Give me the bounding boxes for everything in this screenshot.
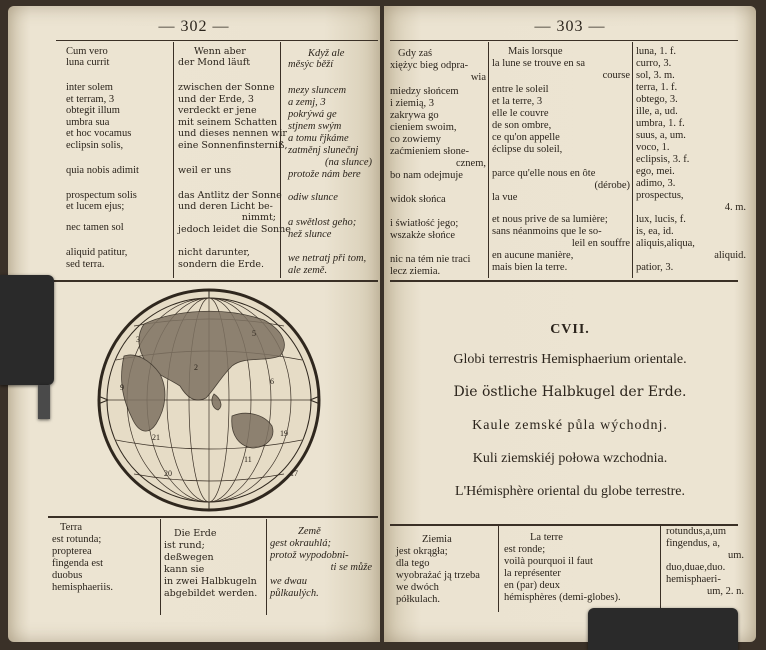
heading-czech: Kaule zemské půla wýchodnj.: [472, 418, 668, 433]
polish-line: miedzy słońcem: [390, 86, 459, 97]
latin-line: est rotunda;: [52, 534, 102, 545]
polish-line: nic na tém nie traci: [390, 254, 471, 265]
column-divider: [498, 526, 499, 612]
latin-line: et lucem ejus;: [66, 201, 125, 212]
vocab-line: um.: [727, 550, 744, 561]
german-line: Wenn aber: [194, 46, 246, 57]
map-number: 11: [244, 455, 252, 464]
polish-line: jest okrągła;: [396, 546, 448, 557]
polish-line: we dwóch: [396, 582, 439, 593]
german-line: und deren Licht be-: [178, 201, 273, 212]
german-line: weil er uns: [178, 165, 232, 176]
header-rule: [390, 40, 738, 41]
section-rule: [390, 280, 738, 282]
vocab-line: aliquis,aliqua,: [636, 238, 695, 249]
german-line: sondern die Erde.: [178, 259, 265, 270]
vocab-line: aliquid.: [714, 250, 746, 261]
german-line: nicht darunter,: [178, 247, 250, 258]
czech-line: gest okrauhlá;: [270, 538, 331, 549]
vocab-line: is, ea, id.: [636, 226, 674, 237]
polish-line: widok słońca: [390, 194, 446, 205]
vocab-line: ego, mei.: [636, 166, 675, 177]
vocab-line: umbra, 1. f.: [636, 118, 685, 129]
lesson-number: CVII.: [550, 322, 590, 337]
vocab-line: luna, 1. f.: [636, 46, 676, 57]
column-divider: [173, 42, 174, 278]
vocab-line: hemisphaeri-: [666, 574, 721, 585]
german-line: jedoch leidet die Sonne: [178, 224, 291, 235]
vocab-line: obtego, 3.: [636, 94, 678, 105]
french-line: de son ombre,: [492, 120, 552, 131]
french-line: et nous prive de sa lumière;: [492, 214, 608, 225]
french-line: course: [602, 70, 630, 81]
left-page: [8, 6, 380, 642]
column-divider: [160, 519, 161, 615]
page-number: — 303 —: [534, 18, 606, 35]
czech-line: we dwau: [270, 576, 308, 587]
heading-latin: Globi terrestris Hemisphaerium orientale.: [453, 352, 687, 367]
map-number: 19: [280, 429, 288, 438]
polish-line: i światłość jego;: [390, 218, 459, 229]
polish-line: Gdy zaś: [398, 48, 433, 59]
german-line: in zwei Halbkugeln: [164, 576, 257, 587]
french-line: (dérobe): [594, 180, 630, 191]
latin-line: prospectum solis: [66, 190, 137, 201]
column-divider: [266, 519, 267, 615]
heading-german: Die östliche Halbkugel der Erde.: [453, 384, 687, 400]
polish-line: cieniem swoim,: [390, 122, 457, 133]
czech-line: zatměnj slunečnj: [288, 145, 359, 156]
czech-line: a swětlost geho;: [288, 217, 357, 228]
french-line: mais bien la terre.: [492, 262, 568, 273]
vocab-line: eclipsis, 3. f.: [636, 154, 690, 165]
vocab-line: duo,duae,duo.: [666, 562, 726, 573]
german-line: abgebildet werden.: [164, 588, 258, 599]
czech-line: a zemj, 3: [288, 97, 326, 108]
latin-line: luna currit: [66, 57, 110, 68]
german-line: Die Erde: [174, 528, 217, 539]
german-line: verdeckt er jene: [178, 105, 257, 116]
latin-line: propterea: [52, 546, 92, 557]
french-line: ce qu'on appelle: [492, 132, 560, 143]
latin-line: nec tamen sol: [66, 222, 124, 233]
german-line: das Antlitz der Sonne: [178, 190, 282, 201]
czech-line: (na slunce): [325, 157, 372, 168]
polish-line: dla tego: [396, 558, 430, 569]
latin-line: obtegit illum: [66, 105, 120, 116]
czech-line: mezy sluncem: [288, 85, 347, 96]
polish-line: cznem,: [455, 158, 486, 169]
latin-line: Cum vero: [66, 46, 108, 57]
map-number: 17: [290, 469, 298, 478]
vocab-line: adimo, 3.: [636, 178, 676, 189]
czech-line: ti se může: [330, 562, 372, 573]
heading-french: L'Hémisphère oriental du globe terrestre.: [455, 484, 685, 499]
latin-line: inter solem: [66, 82, 113, 93]
vocab-line: terra, 1. f.: [636, 82, 678, 93]
czech-line: stjnem swým: [288, 121, 342, 132]
french-line: éclipse du soleil,: [492, 144, 563, 155]
vocab-line: suus, a, um.: [636, 130, 686, 141]
french-line: en (par) deux: [504, 580, 560, 591]
vocab-line: 4. m.: [724, 202, 746, 213]
czech-line: a tomu řjkáme: [288, 133, 349, 144]
french-line: la lune se trouve en sa: [492, 58, 586, 69]
vocab-line: voco, 1.: [636, 142, 670, 153]
latin-line: quia nobis adimit: [66, 165, 139, 176]
latin-line: Terra: [60, 522, 82, 533]
heading-polish: Kuli ziemskiéj połowa wzchodnia.: [472, 451, 668, 466]
map-number: 6: [270, 377, 274, 386]
map-number: 9: [120, 383, 124, 392]
czech-line: Když ale: [308, 48, 345, 59]
vocab-line: sol, 3. m.: [636, 70, 675, 81]
french-line: hémisphères (demi-globes).: [504, 592, 621, 603]
french-line: La terre: [530, 532, 563, 543]
vocab-line: curro, 3.: [636, 58, 672, 69]
page-number: — 302 —: [158, 18, 230, 35]
french-line: parce qu'elle nous en ôte: [492, 168, 596, 179]
czech-line: protože nám bere: [288, 169, 361, 180]
column-divider: [632, 42, 633, 278]
vocab-line: ille, a, ud.: [636, 106, 678, 117]
french-line: la vue: [492, 192, 518, 203]
german-line: kann sie: [164, 564, 205, 575]
map-number: 5: [252, 329, 256, 338]
german-line: und der Erde, 3: [178, 94, 254, 105]
hemisphere-map: [94, 286, 324, 514]
map-number: 20: [164, 469, 172, 478]
czech-line: odiw slunce: [288, 192, 338, 203]
vocab-line: lux, lucis, f.: [636, 214, 686, 225]
german-line: eine Sonnenfinsterniß,: [178, 140, 288, 151]
french-line: en aucune manière,: [492, 250, 574, 261]
vocab-line: um, 2. n.: [706, 586, 744, 597]
map-number: 3: [136, 335, 140, 344]
czech-line: Země: [298, 526, 321, 537]
map-number: 21: [152, 433, 160, 442]
latin-line: aliquid patitur,: [66, 247, 128, 258]
latin-line: duobus: [52, 570, 83, 581]
right-page: [384, 6, 756, 642]
vocab-line: patior, 3.: [636, 262, 674, 273]
column-divider: [280, 42, 281, 278]
section-rule: [48, 516, 378, 518]
french-line: Mais lorsque: [508, 46, 563, 57]
german-line: der Mond läuft: [178, 57, 251, 68]
german-line: ist rund;: [164, 540, 205, 551]
latin-line: sed terra.: [66, 259, 105, 270]
latin-line: et terram, 3: [66, 94, 115, 105]
polish-line: lecz ziemia.: [390, 266, 441, 277]
czech-line: we netratj při tom,: [288, 253, 367, 264]
german-line: zwischen der Sonne: [178, 82, 275, 93]
french-line: leil en souffre: [571, 238, 630, 249]
polish-line: wia: [470, 72, 486, 83]
czech-line: půlkaulých.: [270, 588, 319, 599]
latin-line: umbra sua: [66, 117, 110, 128]
header-rule: [56, 40, 378, 41]
czech-line: pokrýwá ge: [288, 109, 337, 120]
polish-line: wyobrażać ją trzeba: [396, 570, 480, 581]
polish-line: xiężyc bieg odpra-: [390, 60, 469, 71]
section-rule: [48, 280, 378, 282]
latin-line: hemisphaeriis.: [52, 582, 113, 593]
french-line: sans néanmoins que le so-: [492, 226, 602, 237]
vocab-line: fingendus, a,: [666, 538, 720, 549]
polish-line: zaćmieniem słone-: [390, 146, 470, 157]
czech-line: měsýc běží: [288, 59, 334, 70]
french-line: est ronde;: [504, 544, 546, 555]
column-divider: [660, 526, 661, 612]
vocab-line: rotundus,a,um: [666, 526, 727, 537]
polish-line: wszakże słońce: [390, 230, 456, 241]
polish-line: półkulach.: [396, 594, 441, 605]
column-divider: [488, 42, 489, 278]
vocab-line: prospectus,: [636, 190, 684, 201]
latin-line: fingenda est: [52, 558, 104, 569]
french-line: et la terre, 3: [492, 96, 543, 107]
french-line: la représenter: [504, 568, 561, 579]
czech-line: protož wypodobni-: [270, 550, 349, 561]
polish-line: zakrywa go: [390, 110, 439, 121]
polish-line: Ziemia: [422, 534, 452, 545]
french-line: elle le couvre: [492, 108, 549, 119]
czech-line: ale země.: [288, 265, 328, 276]
french-line: voilà pourquoi il faut: [504, 556, 593, 567]
german-line: nimmt;: [241, 212, 276, 223]
french-line: entre le soleil: [492, 84, 549, 95]
polish-line: co zowiemy: [390, 134, 442, 145]
german-line: und dieses nennen wir: [178, 128, 287, 139]
polish-line: bo nam odejmuje: [390, 170, 463, 181]
map-number: 2: [194, 363, 198, 372]
latin-line: et hoc vocamus: [66, 128, 132, 139]
czech-line: než slunce: [288, 229, 332, 240]
german-line: mit seinem Schatten: [178, 117, 278, 128]
polish-line: i ziemią, 3: [390, 98, 435, 109]
german-line: deßwegen: [164, 552, 214, 563]
latin-line: eclipsin solis,: [66, 140, 124, 151]
